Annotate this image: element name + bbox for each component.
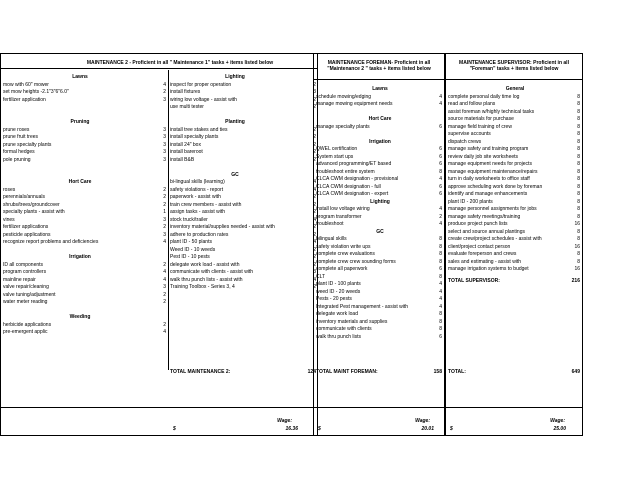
section-header-lighting: Lighting [225, 74, 245, 80]
row-label: complete crew crew sounding forms [316, 258, 396, 265]
row-value: 4 [313, 179, 316, 185]
row-value: 6 [439, 153, 442, 160]
currency-symbol: $ [173, 426, 176, 432]
row-label: troubleshoot [316, 221, 344, 227]
row-value: 6 [439, 183, 442, 190]
wage-value: 25.00 [553, 426, 566, 432]
row-value: 2 [313, 104, 316, 110]
row-label: bi-lingual skills (learning) [170, 179, 225, 185]
row-value: 8 [577, 258, 580, 265]
section-header-lawns: Lawns [72, 74, 88, 80]
row-label: evaluate foreperson and crews [448, 251, 517, 257]
row-value: 8 [439, 236, 442, 242]
row-value: 4 [313, 216, 316, 223]
row-value: 2 [313, 194, 316, 200]
currency-symbol: $ [450, 426, 453, 432]
row-value: 8 [439, 311, 442, 317]
grand-total-label: TOTAL: [448, 369, 466, 375]
row-label: fertilizer application [3, 96, 46, 103]
row-value: 3 [163, 156, 166, 163]
row-label: supervise accounts [448, 131, 491, 137]
section-header-pruning: Pruning [70, 119, 90, 125]
row-label: source materials for purchase [448, 116, 514, 122]
row-label: sales and estimating - assist with [448, 258, 522, 265]
section-header-gc: GC [376, 228, 384, 235]
row-label: approve scheduling work done by foreman [448, 183, 543, 190]
row-label: install low voltage wiring [316, 206, 370, 212]
row-label: troubleshoot entire system [316, 168, 375, 175]
row-value: 2 [163, 261, 166, 268]
row-value: 2 [313, 96, 316, 103]
row-label: wiring low voltage - assist with [170, 96, 237, 103]
row-label: perennials/annuals [3, 194, 45, 200]
row-value: 16 [574, 221, 580, 227]
row-value: 8 [577, 138, 580, 145]
section-header-general: General [505, 86, 525, 92]
row-label: CLT [316, 273, 326, 280]
row-label: shrubs/trees/groundcover [3, 201, 60, 208]
row-label: QWEL certification [316, 146, 358, 152]
row-value: 2 [163, 89, 166, 95]
row-label: manage equipment maintenance/repairs [448, 168, 538, 175]
row-label: prune roses [3, 126, 30, 133]
row-label: pole pruning [3, 156, 31, 163]
row-label: select and source annual plantings [448, 228, 525, 235]
row-value: 2 [313, 254, 316, 260]
row-label: manage safety meetings/training [448, 213, 521, 220]
row-label: install specialty plants [170, 134, 219, 140]
row-label: install fixtures [170, 89, 201, 95]
row-value: 2 [313, 209, 316, 215]
row-label: complete personal daily time log [448, 93, 520, 100]
row-value: 8 [577, 191, 580, 197]
total-label: TOTAL MAINT FOREMAN: [316, 369, 378, 375]
row-label: train crew members - assist with [170, 201, 242, 208]
row-label: complete crew evaluations [316, 251, 375, 257]
row-value: 4 [439, 206, 442, 212]
section-header-irrigation: Irrigation [369, 138, 391, 145]
row-value: 8 [577, 168, 580, 175]
row-value: 2 [439, 213, 442, 220]
row-label: manage mowing equipment needs [316, 101, 393, 107]
row-label: bilingual skills [316, 236, 347, 242]
row-label: communicate with clients - assist with [170, 269, 254, 275]
row-label: safety violations - report [170, 186, 224, 193]
row-label: install 24" box [170, 141, 201, 148]
row-value: 2 [313, 156, 316, 163]
row-value: 3 [163, 216, 166, 223]
row-value: 8 [577, 123, 580, 130]
wage-value: 20.01 [421, 426, 434, 432]
row-label: manage field training of crew [448, 123, 512, 130]
row-label: manage irrigation systems to budget [448, 266, 529, 272]
row-value: 8 [577, 153, 580, 160]
row-label: install tree stakes and ties [170, 126, 228, 133]
row-label: complete all paperwork [316, 266, 368, 272]
row-value: 2 [313, 284, 316, 290]
panel-title: MAINTENANCE FOREMAN- Proficient in all "Maintenance 2 " tasks + items listed below [327, 60, 431, 72]
row-value: 4 [439, 176, 442, 182]
row-value: 4 [163, 329, 166, 335]
section-header-lawns: Lawns [372, 86, 388, 92]
row-value: 3 [313, 89, 316, 95]
row-value: 3 [313, 269, 316, 275]
row-value: 3 [163, 96, 166, 103]
row-value: 8 [439, 326, 442, 332]
total-value: 216 [571, 278, 580, 284]
row-value: 8 [577, 228, 580, 235]
total-value: 124 [307, 369, 316, 375]
row-label: communicate with clients [316, 326, 372, 332]
row-value: 16 [574, 266, 580, 272]
row-value: 2 [313, 149, 316, 155]
row-value: 3 [163, 134, 166, 140]
row-label: plant ID - 50 plants [170, 239, 212, 245]
row-value: 8 [439, 318, 442, 325]
row-value: 8 [439, 168, 442, 175]
row-label: herbicide applications [3, 321, 52, 328]
row-value: 8 [439, 251, 442, 257]
row-value: 8 [439, 258, 442, 265]
row-value: 2 [163, 321, 166, 328]
row-value: 8 [577, 116, 580, 122]
row-divider [0, 407, 318, 408]
row-value: 16 [574, 243, 580, 250]
total-value: 158 [433, 369, 442, 375]
row-value: 8 [577, 206, 580, 212]
currency-symbol: $ [318, 426, 321, 432]
section-header-hort-care: Hort Care [368, 116, 392, 122]
row-value: 8 [577, 183, 580, 190]
row-label: CLCA CWM designation - expert [316, 191, 389, 197]
row-value: 6 [439, 146, 442, 152]
row-value: 3 [163, 126, 166, 133]
total-label: TOTAL SUPERVISOR: [448, 278, 500, 284]
row-label: weed ID - 20 weeds [316, 288, 361, 295]
row-value: 4 [439, 288, 442, 295]
row-value: 8 [577, 161, 580, 167]
row-value: 2 [163, 291, 166, 298]
row-label: stock truck/trailer [170, 216, 208, 223]
row-label: mainline repair [3, 276, 36, 283]
row-value: 8 [577, 251, 580, 257]
row-value: 2 [313, 224, 316, 230]
row-divider [445, 79, 583, 80]
row-value: 8 [577, 101, 580, 107]
row-value: 8 [439, 243, 442, 250]
row-label: produce project punch lists [448, 221, 508, 227]
row-value: 4 [313, 239, 316, 245]
row-value: 4 [313, 186, 316, 193]
row-label: formal hedges [3, 149, 35, 155]
row-value: 2 [313, 141, 316, 148]
row-label: manage specialty plants [316, 123, 370, 130]
section-header-lighting: Lighting [370, 198, 390, 205]
row-label: valve tuning/adjustment [3, 291, 56, 298]
total-label: TOTAL MAINTENANCE 2: [170, 369, 231, 375]
section-header-weeding: Weeding [69, 314, 91, 320]
row-value: 8 [577, 146, 580, 152]
row-label: read and follow plans [448, 101, 496, 107]
row-value: 4 [163, 276, 166, 283]
row-label: walk thru punch lists [316, 333, 362, 340]
row-label: program controllers [3, 269, 47, 275]
row-label: advanced programming/ET based [316, 161, 392, 167]
row-label: prune fruit trees [3, 134, 39, 140]
row-label: vines [3, 216, 15, 223]
row-label: program transformer [316, 213, 362, 220]
row-value: 8 [577, 236, 580, 242]
row-label: paperwork - assist with [170, 194, 221, 200]
row-label: walk thru punch lists - assist with [170, 276, 243, 283]
row-value: 4 [439, 303, 442, 310]
row-value: 6 [439, 161, 442, 167]
row-value: 2 [313, 201, 316, 208]
row-label: Integrated Pest management - assist with [316, 303, 408, 310]
row-value: 2 [163, 201, 166, 208]
row-value: 8 [577, 131, 580, 137]
row-divider [0, 68, 318, 69]
row-label: Pest ID - 10 pests [170, 254, 210, 260]
row-divider [313, 79, 445, 80]
panel-title: MAINTENANCE 2 - Proficient in all " Maintenance 1" tasks + items listed below [86, 60, 274, 66]
row-label: plant ID - 100 plants [316, 281, 361, 287]
row-value: 8 [577, 198, 580, 205]
row-value: 8 [577, 176, 580, 182]
row-label: prune specialty plants [3, 141, 52, 148]
row-value: 2 [313, 134, 316, 140]
row-value: 8 [439, 273, 442, 280]
row-label: schedule mowing/edging [316, 93, 372, 100]
row-label: delegate work load [316, 311, 358, 317]
row-value: 1 [163, 209, 166, 215]
row-value: 2 [313, 231, 316, 238]
row-value: 2 [163, 194, 166, 200]
row-value: 3 [163, 149, 166, 155]
row-value: 4 [439, 296, 442, 302]
row-label: use multi tester [170, 104, 204, 110]
row-value: 6 [439, 191, 442, 197]
row-value: 3 [163, 231, 166, 238]
wage-label: Wage: [415, 418, 430, 424]
row-label: turn in daily worksheets to office staff [448, 176, 530, 182]
section-header-planting: Planting [225, 119, 245, 125]
row-label: delegate work load - assist with [170, 261, 240, 268]
row-label: Training Toolbox - Series 3, 4 [170, 284, 235, 290]
row-value: 6 [439, 333, 442, 340]
row-value: 2 [313, 126, 316, 133]
row-value: 6 [439, 123, 442, 130]
row-divider [445, 407, 583, 408]
row-label: plant ID - 200 plants [448, 198, 493, 205]
row-label: CLCA CWM designation - full [316, 183, 381, 190]
row-label: manage equipment needs for projects [448, 161, 532, 167]
row-value: 8 [577, 213, 580, 220]
row-label: install B&B [170, 156, 195, 163]
row-value: 2 [313, 81, 316, 88]
row-value: 3 [163, 284, 166, 290]
row-value: 4 [439, 101, 442, 107]
row-label: set mow heights -2.1"3"6"6.0" [3, 89, 69, 95]
row-label: create crew/project schedules - assist with [448, 236, 542, 242]
row-value: 4 [439, 93, 442, 100]
row-value: 2 [163, 299, 166, 305]
row-label: Weed ID - 10 weeds [170, 246, 216, 253]
row-value: 2 [163, 224, 166, 230]
row-label: roses [3, 186, 16, 193]
row-label: inspect for proper operation [170, 81, 232, 88]
row-label: pre-emergent applic [3, 329, 48, 335]
row-value: 4 [163, 81, 166, 88]
section-header-hort-care: Hort Care [68, 179, 92, 185]
row-value: 4 [439, 281, 442, 287]
section-header-irrigation: Irrigation [69, 254, 91, 260]
row-label: CLCA CWM designation - provisional [316, 176, 399, 182]
row-value: 8 [577, 93, 580, 100]
row-label: fertilizer applications [3, 224, 49, 230]
wage-label: Wage: [550, 418, 565, 424]
row-value: 4 [163, 269, 166, 275]
row-label: assist foreman w/highly technical tasks [448, 108, 535, 115]
row-value: 2 [313, 246, 316, 253]
row-label: install bareroot [170, 149, 203, 155]
row-label: ID all components [3, 261, 44, 268]
row-label: pesticide applications [3, 231, 51, 238]
row-divider [313, 407, 445, 408]
row-value: 2 [313, 261, 316, 268]
row-label: System start ups [316, 153, 354, 160]
row-value: 4 [313, 276, 316, 283]
row-label: valve repair/cleaning [3, 284, 49, 290]
row-value: 8 [577, 108, 580, 115]
row-value: 4 [439, 221, 442, 227]
row-label: client/project contact person [448, 243, 511, 250]
row-label: inventory materials and supplies [316, 318, 388, 325]
row-value: 6 [439, 266, 442, 272]
row-label: mow with 60" mower [3, 81, 49, 88]
column-divider [168, 70, 169, 370]
row-label: identify and manage enhancements [448, 191, 528, 197]
wage-label: Wage: [277, 418, 292, 424]
row-label: recognize report problems and deficiencies [3, 239, 99, 245]
panel-title: MAINTENANCE SUPERVISOR: Proficient in all "Foreman" tasks + items listed below [459, 60, 569, 72]
row-label: review daily job site worksheets [448, 153, 519, 160]
row-value: 3 [163, 141, 166, 148]
row-label: adhere to production rates [170, 231, 229, 238]
row-label: dispatch crews [448, 138, 482, 145]
row-value: 2 [163, 186, 166, 193]
wage-value: 16.36 [285, 426, 298, 432]
row-label: assign tasks - assist with [170, 209, 226, 215]
row-label: manage safety and training program [448, 146, 529, 152]
row-label: safety violation write ups [316, 243, 371, 250]
row-label: specialty plants - assist with [3, 209, 65, 215]
row-value: 4 [163, 239, 166, 245]
section-header-gc: GC [231, 171, 239, 178]
row-label: inventory material/supplies needed - assist with [170, 224, 275, 230]
row-label: Pests - 20 pests [316, 296, 352, 302]
grand-total-value: 649 [571, 369, 580, 375]
row-label: manage personnel assignments for jobs [448, 206, 537, 212]
row-label: water meter reading [3, 299, 48, 305]
